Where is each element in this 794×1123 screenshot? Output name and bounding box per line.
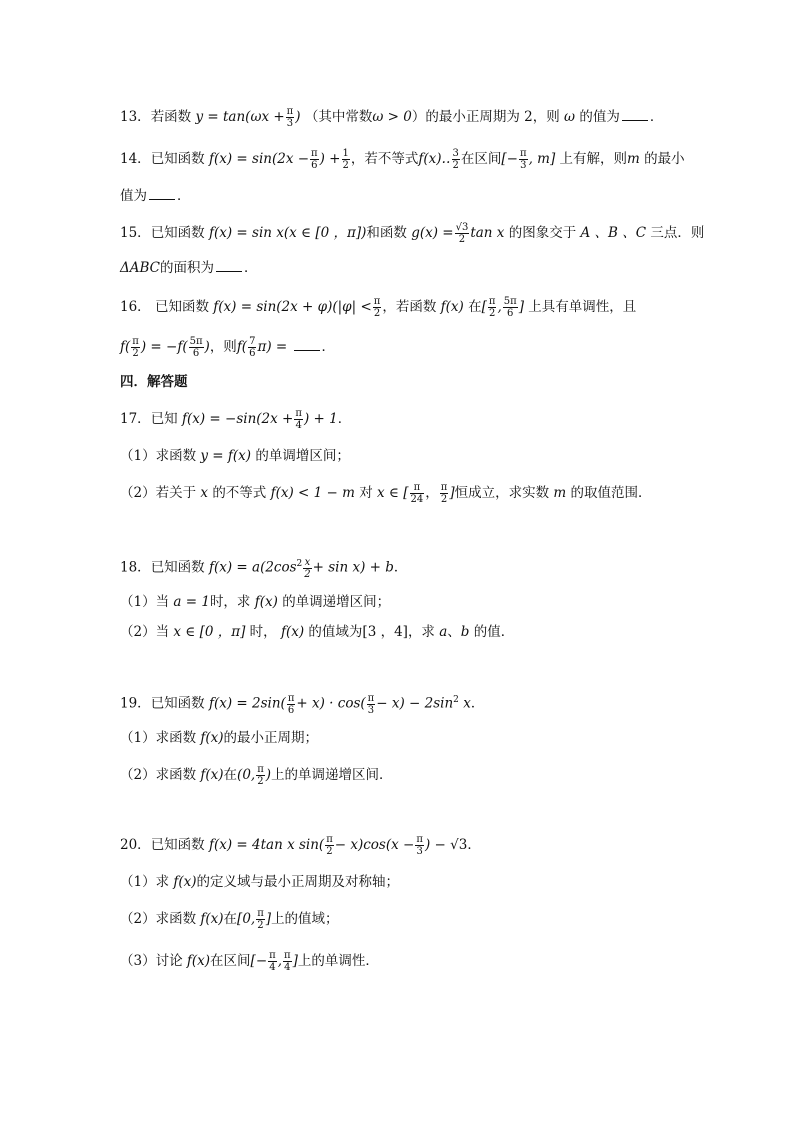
part-label: （2）	[120, 485, 156, 501]
fraction	[342, 148, 350, 171]
denominator: 2	[458, 234, 466, 245]
math: [3 ，4]	[362, 624, 408, 640]
text: 已知函数	[150, 695, 205, 712]
denominator: 6	[507, 308, 514, 319]
math: a	[439, 624, 448, 640]
question-number: 14．	[120, 151, 151, 167]
denominator: 2	[373, 308, 381, 319]
superscript: 2	[296, 559, 303, 569]
denominator: 4	[284, 962, 291, 973]
text: 求函数	[155, 767, 197, 783]
text: ）的最小正周期为 2，则	[411, 109, 560, 125]
text: 的值．	[473, 624, 515, 640]
denominator: 6	[192, 348, 200, 359]
fraction	[283, 950, 292, 973]
math: b	[460, 624, 470, 640]
question-18-part-2	[120, 622, 680, 642]
math: f(x) = 4tan x sin(	[208, 837, 325, 853]
text: 上具有单调性，且	[528, 299, 637, 315]
fraction	[367, 693, 376, 716]
math: f(x)‥	[418, 151, 451, 167]
numerator: x	[304, 556, 311, 568]
math: f(x)	[200, 911, 224, 927]
numerator: π	[132, 336, 139, 347]
text: 已知函数	[150, 559, 205, 576]
math: )	[265, 767, 272, 783]
text: ．	[467, 837, 481, 853]
text: 若函数	[150, 109, 192, 125]
text: 求函数	[155, 448, 197, 464]
question-19-part-1	[120, 728, 680, 748]
denominator: 2	[257, 776, 264, 787]
math: f(x)	[200, 767, 224, 783]
denominator: 2	[257, 920, 264, 931]
part-label: （1）	[120, 874, 156, 890]
text: 在区间	[210, 953, 251, 969]
part-label: （2）	[120, 911, 156, 927]
math: )	[295, 109, 301, 125]
math: x ∈ [	[377, 485, 409, 501]
math: y = f(x)	[200, 448, 252, 464]
math: x ∈ [0 ，π]	[173, 624, 246, 640]
math: f(x) < 1 − m	[270, 485, 355, 501]
math: )	[204, 339, 210, 355]
text: ．	[321, 339, 335, 355]
text: 的单调递增区间；	[282, 594, 391, 610]
denominator: 3	[286, 118, 294, 129]
text: 求	[155, 874, 170, 890]
text: （其中常数	[304, 109, 373, 125]
numerator: π	[367, 692, 375, 704]
text: ，求	[407, 624, 435, 640]
math: a = 1	[173, 594, 210, 610]
text: 、	[447, 624, 461, 640]
math: f(x) = a(2cos	[208, 559, 297, 576]
math: ΔABC	[120, 260, 160, 276]
fraction	[189, 336, 204, 359]
fraction	[310, 148, 319, 171]
answer-blank	[294, 338, 320, 351]
numerator: √3	[455, 222, 469, 233]
math: ω > 0	[372, 109, 412, 125]
text: 的值域为	[308, 624, 363, 640]
text: 上的单调性．	[297, 953, 379, 969]
text: 的面积为	[160, 260, 214, 276]
part-label: （1）	[120, 448, 156, 464]
text: 恒成立，求实数	[454, 485, 550, 501]
text: 的不等式	[212, 485, 267, 501]
question-14-line-2	[120, 186, 680, 206]
fraction	[325, 834, 334, 857]
numerator: π	[257, 908, 264, 919]
denominator: 2	[488, 308, 496, 319]
denominator: 3	[367, 704, 375, 716]
math: x	[200, 485, 209, 501]
text: 已知函数	[150, 837, 205, 853]
fraction	[440, 482, 449, 505]
question-15	[120, 222, 705, 245]
math: + sin x) + b	[312, 559, 394, 576]
fraction	[373, 296, 382, 319]
math: ) = −f(	[140, 339, 188, 355]
answer-blank	[216, 259, 242, 272]
numerator: π	[416, 834, 423, 845]
denominator: 4	[295, 420, 302, 431]
question-number: 19．	[120, 695, 151, 712]
numerator: π	[520, 148, 527, 159]
fraction	[519, 148, 528, 171]
math: π) =	[257, 339, 288, 355]
math: f(x) = sin(2x −	[208, 151, 310, 167]
fraction	[248, 336, 256, 359]
numerator: π	[311, 148, 318, 159]
denominator: 2	[342, 160, 349, 171]
text: 在	[223, 911, 238, 927]
text: ．	[337, 411, 352, 427]
numerator: 5π	[189, 336, 203, 347]
question-19	[120, 690, 680, 716]
text: ，	[425, 485, 439, 501]
question-number: 15．	[120, 225, 151, 241]
text: 值为	[120, 188, 147, 204]
question-20-part-2	[120, 908, 680, 931]
math: [	[481, 299, 487, 315]
math: A 、B 、C	[580, 225, 647, 241]
math: f(	[120, 339, 131, 355]
question-number: 17．	[120, 411, 151, 427]
text: 的最小	[644, 151, 685, 167]
math: m	[627, 151, 640, 167]
text: 当	[155, 594, 170, 610]
text: 的定义域与最小正周期及对称轴；	[196, 874, 400, 890]
superscript: 2	[453, 695, 459, 705]
text: ．	[177, 188, 191, 204]
fraction	[287, 693, 296, 716]
fraction	[415, 834, 424, 857]
denominator: 2	[452, 160, 459, 171]
math: f(x) = sin x(x ∈ [0 ，π])	[208, 225, 367, 241]
denominator: 6	[311, 160, 318, 171]
section-heading: 四．解答题	[120, 374, 188, 390]
question-20-part-1	[120, 872, 680, 892]
part-label: （2）	[120, 767, 156, 783]
numerator: 1	[342, 148, 349, 159]
fraction	[294, 408, 303, 431]
math: f(x)	[280, 624, 305, 640]
text: 的取值范围．	[570, 485, 652, 501]
numerator: π	[287, 692, 295, 704]
text: 若关于	[155, 485, 197, 501]
text: 三点．则	[650, 225, 705, 241]
text: ，则	[209, 339, 237, 355]
text: ．	[244, 260, 258, 276]
math: [−	[501, 151, 518, 167]
math: f(x)	[186, 953, 211, 969]
math: f(x) = −sin(2x +	[181, 411, 294, 427]
text: 和函数	[366, 225, 407, 241]
text: ，若不等式	[350, 151, 419, 167]
numerator: π	[295, 408, 302, 419]
numerator: π	[410, 482, 425, 494]
denominator: 3	[520, 160, 527, 171]
math: ) +	[319, 151, 341, 167]
text: 时，求	[209, 594, 251, 610]
question-15-line-2	[120, 258, 680, 278]
question-17-part-1	[120, 446, 680, 466]
numerator: π	[286, 106, 294, 117]
denominator: 2	[132, 348, 139, 359]
math: [0,	[237, 911, 256, 927]
text: 上的值域；	[271, 911, 339, 927]
numerator: π	[269, 950, 276, 961]
denominator: 4	[269, 962, 276, 973]
question-17	[120, 408, 680, 431]
text: 对	[359, 485, 373, 501]
math: tan x	[470, 225, 505, 241]
question-number: 18．	[120, 559, 151, 576]
numerator: π	[488, 296, 496, 307]
math: √3	[450, 837, 468, 853]
part-label: （1）	[120, 594, 156, 610]
answer-blank	[622, 108, 648, 121]
text: ．	[393, 559, 408, 576]
math: − x) − 2sin	[376, 695, 454, 712]
answer-blank	[149, 187, 175, 200]
math: x	[463, 695, 471, 712]
text: 已知	[150, 411, 178, 427]
math: g(x) =	[411, 225, 454, 241]
text: 的图象交于	[508, 225, 577, 241]
fraction	[410, 482, 425, 505]
question-16	[120, 296, 680, 319]
question-19-part-2	[120, 764, 680, 787]
math: f(	[236, 339, 248, 355]
numerator: 7	[249, 336, 256, 347]
numerator: 3	[452, 148, 459, 159]
text: 的值为	[579, 109, 620, 125]
fraction	[503, 296, 518, 319]
numerator: 5π	[503, 296, 517, 307]
fraction	[286, 106, 295, 129]
denominator: 6	[287, 704, 295, 716]
question-number: 20．	[120, 837, 151, 853]
math: ) + 1	[303, 411, 338, 427]
denominator: 24	[410, 494, 424, 505]
part-label: （1）	[120, 730, 156, 746]
math: f(x)	[440, 299, 464, 315]
text: 的单调增区间；	[255, 448, 350, 464]
text: ．	[649, 109, 664, 125]
text: 上有解，则	[559, 151, 628, 167]
math: ]	[449, 485, 455, 501]
fraction	[488, 296, 497, 319]
fraction	[131, 336, 140, 359]
math: f(x) = sin(2x + φ)(|φ| <	[213, 299, 372, 315]
numerator: π	[373, 296, 381, 307]
denominator: 2	[326, 846, 333, 857]
text: 已知函数	[150, 151, 205, 167]
fraction	[256, 908, 265, 931]
denominator: 2	[304, 568, 311, 580]
math: ]	[292, 953, 298, 969]
math: ,	[277, 953, 283, 969]
math: ω	[564, 109, 576, 125]
part-label: （2）	[120, 624, 156, 640]
question-13	[120, 106, 680, 129]
text: 求函数	[155, 911, 197, 927]
text: 讨论	[155, 953, 183, 969]
question-18	[120, 554, 680, 580]
text: 在	[468, 299, 482, 315]
text: 上的单调递增区间．	[271, 767, 393, 783]
math: , m]	[528, 151, 556, 167]
text: 的最小正周期；	[223, 730, 319, 746]
question-16-line-2	[120, 336, 680, 359]
math: [−	[250, 953, 268, 969]
math: f(x)	[200, 730, 224, 746]
question-number: 13．	[120, 109, 151, 125]
fraction	[455, 222, 470, 245]
fraction	[452, 148, 460, 171]
math: y = tan(ωx +	[195, 109, 285, 125]
numerator: π	[284, 950, 291, 961]
math: m	[553, 485, 567, 501]
math: f(x) = 2sin(	[208, 695, 286, 712]
math: + x) · cos(	[296, 695, 366, 712]
text: 已知函数	[150, 225, 205, 241]
text: 在区间	[460, 151, 502, 167]
question-17-part-2	[120, 482, 680, 505]
question-20	[120, 834, 680, 857]
math: ]	[265, 911, 272, 927]
math: (0,	[237, 767, 256, 783]
math: − x)cos(x −	[334, 837, 415, 853]
denominator: 6	[249, 348, 256, 359]
question-14	[120, 148, 685, 171]
numerator: π	[326, 834, 333, 845]
text: 时，	[249, 624, 277, 640]
fraction	[256, 764, 265, 787]
math: f(x)	[254, 594, 278, 610]
text: 求函数	[155, 730, 197, 746]
text: ，若函数	[382, 299, 437, 315]
denominator: 3	[416, 846, 423, 857]
question-number: 16．	[120, 299, 151, 315]
math: ]	[518, 299, 524, 315]
math: ) −	[424, 837, 446, 853]
text: 当	[155, 624, 170, 640]
text: ．	[470, 695, 485, 712]
part-label: （3）	[120, 953, 156, 969]
math: ,	[497, 299, 502, 315]
math: f(x)	[173, 874, 197, 890]
question-20-part-3	[120, 950, 680, 973]
fraction	[268, 950, 277, 973]
text: 在	[223, 767, 238, 783]
numerator: π	[257, 764, 264, 775]
fraction	[303, 557, 311, 580]
question-18-part-1	[120, 592, 680, 612]
text: 已知函数	[154, 299, 209, 315]
denominator: 2	[440, 494, 448, 505]
numerator: π	[440, 482, 448, 493]
